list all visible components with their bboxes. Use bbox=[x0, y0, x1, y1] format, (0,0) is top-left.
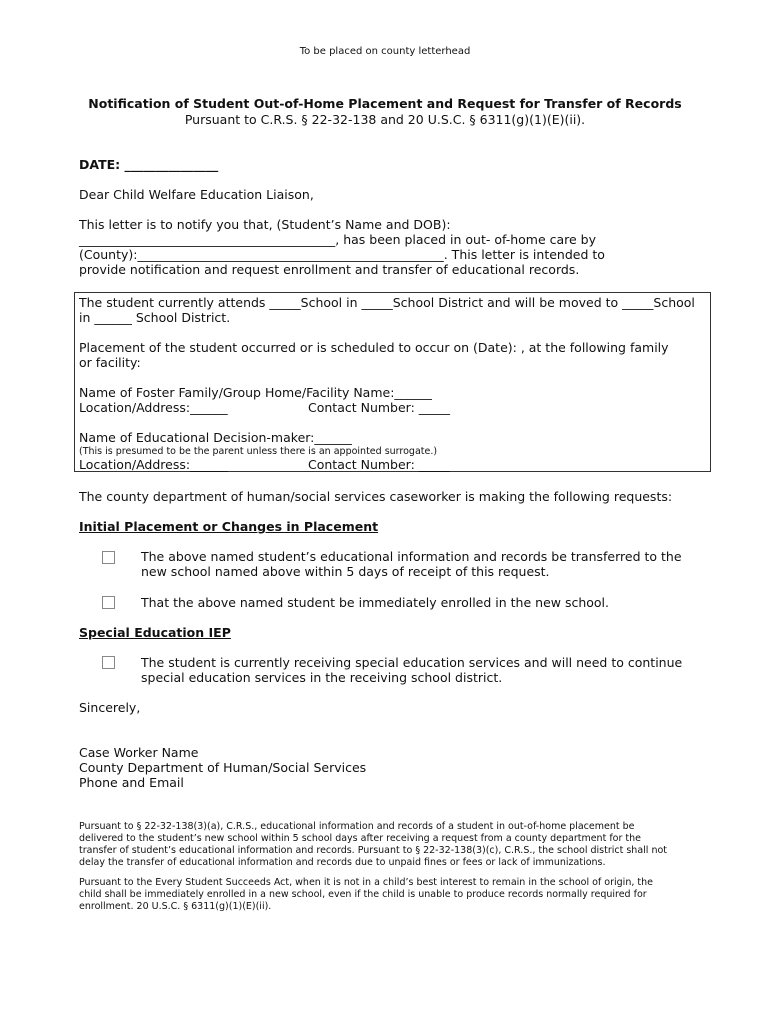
placement-details-box bbox=[74, 292, 711, 472]
footnote-line: delay the transfer of educational information and records due to unpaid fines or fees or lack of immunizations. bbox=[79, 857, 606, 868]
immediate-enrollment-text: That the above named student be immediately enrolled in the new school. bbox=[141, 595, 609, 610]
footnote-line: delivered to the student’s new school within 5 school days after receiving a request from a county department for the bbox=[79, 833, 641, 844]
checkbox-label-line: The student is currently receiving special education services and will need to continue bbox=[141, 655, 683, 670]
requests-intro: The county department of human/social services caseworker is making the following requests: bbox=[79, 489, 673, 504]
caseworker-name: Case Worker Name bbox=[79, 745, 199, 760]
attends-line: The student currently attends _____School in _____School District and will be moved to _____School bbox=[79, 295, 695, 310]
transfer-records-checkbox[interactable] bbox=[102, 551, 115, 564]
location-field: Location/Address:______ bbox=[79, 400, 228, 415]
attends-line: in ______ School District. bbox=[79, 310, 231, 325]
letterhead-note: To be placed on county letterhead bbox=[299, 46, 471, 57]
placement-date-line: Placement of the student occurred or is scheduled to occur on (Date): , at the following family bbox=[79, 340, 669, 355]
section-heading-placement: Initial Placement or Changes in Placement bbox=[79, 519, 379, 534]
footnote-line: Pursuant to § 22-32-138(3)(a), C.R.S., educational information and records of a student in out-of-home placement be bbox=[79, 821, 635, 832]
checkbox-label-line: new school named above within 5 days of receipt of this request. bbox=[141, 564, 550, 579]
intro-line: (County):_________________________________________________. This letter is intended to bbox=[79, 247, 605, 262]
document-title: Notification of Student Out-of-Home Placement and Request for Transfer of Records bbox=[88, 96, 682, 111]
contact-info: Phone and Email bbox=[79, 775, 184, 790]
foster-name-field: Name of Foster Family/Group Home/Facility Name:______ bbox=[79, 385, 432, 400]
checkbox-label-line: special education services in the receiving school district. bbox=[141, 670, 503, 685]
immediate-enrollment-checkbox[interactable] bbox=[102, 596, 115, 609]
contact-number-field: Contact Number: _____ bbox=[308, 400, 451, 415]
department-name: County Department of Human/Social Services bbox=[79, 760, 367, 775]
intro-line: This letter is to notify you that, (Student’s Name and DOB): bbox=[79, 217, 451, 232]
greeting: Dear Child Welfare Education Liaison, bbox=[79, 187, 314, 202]
surrogate-note: (This is presumed to be the parent unless there is an appointed surrogate.) bbox=[79, 446, 438, 457]
footnote-line: enrollment. 20 U.S.C. § 6311(g)(1)(E)(ii). bbox=[79, 901, 272, 912]
special-education-checkbox[interactable] bbox=[102, 656, 115, 669]
footnote-essa bbox=[79, 877, 653, 913]
location-field: Location/Address:______ bbox=[79, 457, 228, 472]
document-subtitle: Pursuant to C.R.S. § 22-32-138 and 20 U.S.C. § 6311(g)(1)(E)(ii). bbox=[184, 112, 586, 127]
date-field: DATE: _______________ bbox=[79, 157, 219, 172]
footnote-line: Pursuant to the Every Student Succeeds Act, when it is not in a child’s best interest to remain in the school of origin, the bbox=[79, 877, 653, 888]
transfer-records-text bbox=[141, 549, 682, 579]
footnote-line: transfer of student’s educational information and records. Pursuant to § 22-32-138(3)(c), C.R.S., the school district shall not bbox=[79, 845, 668, 856]
decision-maker-field: Name of Educational Decision-maker:______ bbox=[79, 430, 352, 445]
intro-line: _________________________________________, has been placed in out- of-home care by bbox=[79, 232, 597, 247]
checkbox-label-line: The above named student’s educational information and records be transferred to the bbox=[141, 549, 682, 564]
contact-number-field: Contact Number: _____ bbox=[308, 457, 451, 472]
placement-date-line: or facility: bbox=[79, 355, 141, 370]
footnote-crs bbox=[79, 821, 667, 869]
special-education-text bbox=[141, 655, 682, 685]
footnote-line: child shall be immediately enrolled in a new school, even if the child is unable to produce records normally required for bbox=[79, 889, 647, 900]
intro-paragraph bbox=[79, 217, 605, 277]
closing: Sincerely, bbox=[79, 700, 141, 715]
intro-line: provide notification and request enrollment and transfer of educational records. bbox=[79, 262, 580, 277]
signature-block bbox=[79, 745, 366, 790]
section-heading-iep: Special Education IEP bbox=[79, 625, 231, 640]
